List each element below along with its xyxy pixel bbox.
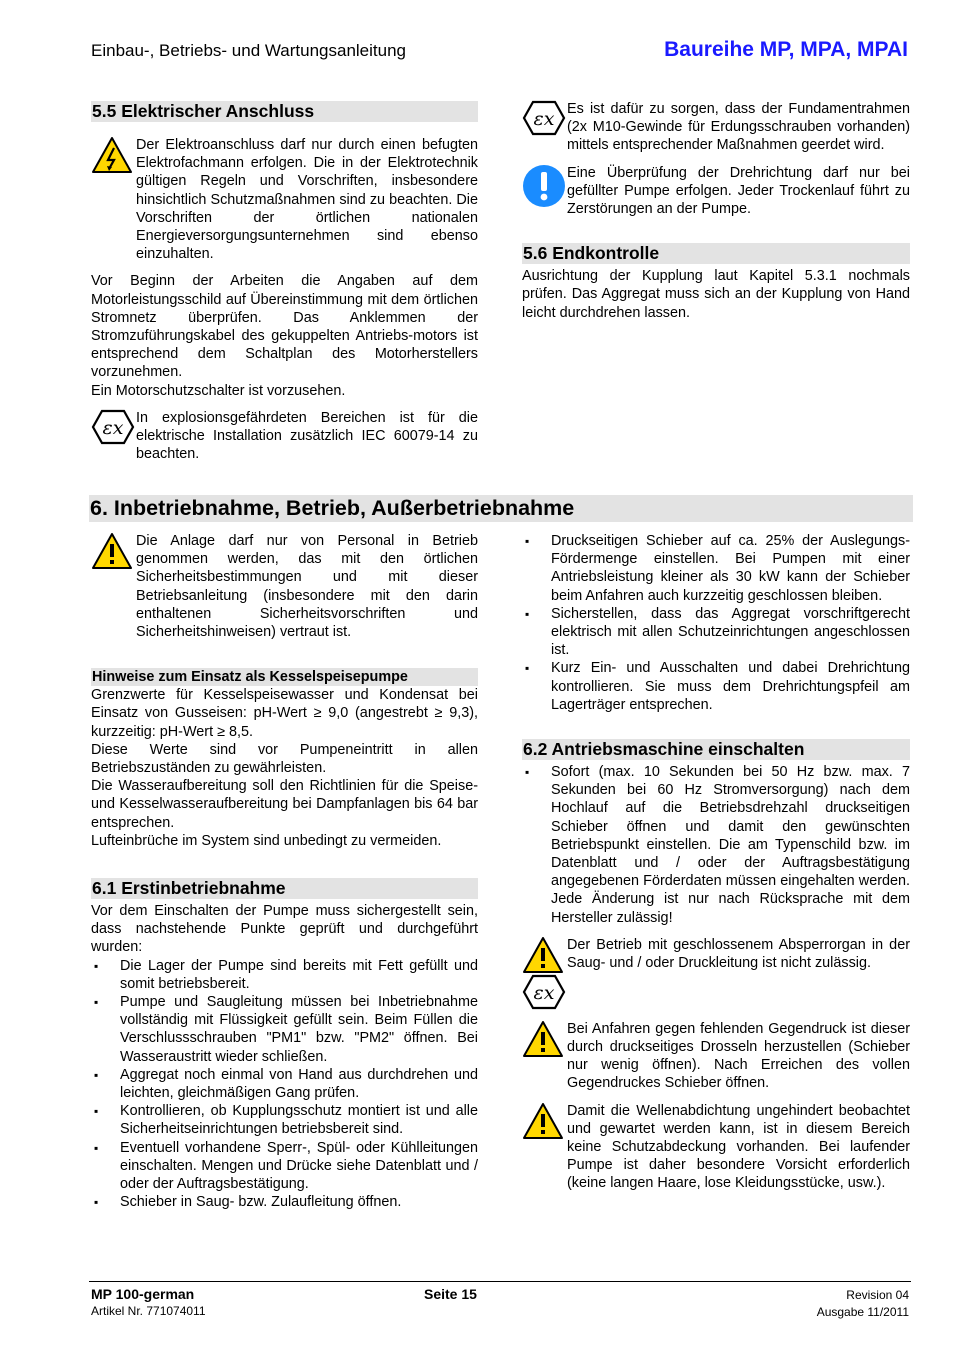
section-6-1 [91, 878, 478, 1211]
paragraph: Lufteinbrüche im System sind unbedingt zu vermeiden. [91, 832, 442, 849]
ex-text: In explosionsgefährdeten Bereichen ist für die elektrische Installation zusätzlich IEC 60079-14 zu beachten. [136, 409, 478, 463]
section-title: 5.5 Elektrischer Anschluss [91, 101, 478, 122]
paragraph: Grenzwerte für Kesselspeisewasser und Kondensat bei Einsatz von Gusseisen: pH-Wert ≥ 9,0 (angestrebt ≥ 9,3), kurzzeitig: pH-Wert ≥ 8,5. [91, 687, 478, 740]
warning-block [91, 532, 478, 641]
paragraph: Ein Motorschutzschalter ist vorzusehen. [91, 382, 346, 399]
info-exclamation-icon [522, 164, 566, 208]
paragraph: Vor Beginn der Arbeiten die Angaben auf dem Motorleistungsschild auf Übereinstimmung mit dem örtlichen Stromnetz überprüfen. Das Anklemmen der Stromzuführungskabel des gekuppelten Antriebs-motors ist entsprechend dem Schaltplan des Motorherstellers vorzunehmen. [91, 273, 478, 381]
svg-text:εx: εx [533, 108, 555, 130]
list-item: ▪ Sofort (max. 10 Sekunden bei 50 Hz bzw. max. 7 Sekunden bei 60 Hz Stromversorgung) nach dem Hochlauf auf die Betriebsdrehzahl druckseitigen Schieber öffnen und damit den gewünschten Betriebspunkt einstellen. Die am Typenschild bzw. im Datenblatt und / oder der Auftragsbestätigung angegebenen Förderdaten müssen eingehalten werden. Jede Änderung ist nur nach Rücksprache mit dem Hersteller zulässig! [522, 763, 910, 927]
warning-text: Bei Anfahren gegen fehlenden Gegendruck ist dieser durch druckseitiges Drosseln herzustellen (Schieber nur wenig öffnen). Nach Erreichen des vollen Gegendruckes Schieber öffnen. [567, 1020, 910, 1092]
paragraph: Vor dem Einschalten der Pumpe muss sichergestellt sein, dass nachstehende Punkte geprüft und durchgeführt wurden: [91, 903, 478, 956]
list-item: ▪ Kurz Ein- und Ausschalten und dabei Drehrichtung kontrollieren. Sie muss dem Drehrichtungspfeil am Lagerträger entsprechen. [522, 659, 910, 714]
list-item: ▪ Eventuell vorhandene Sperr-, Spül- oder Kühlleitungen einschalten. Mengen und Drücke siehe Datenblatt und / oder der Auftragsbestätigung. [91, 1139, 478, 1194]
svg-text:εx: εx [533, 981, 555, 1004]
warning-triangle-icon [522, 936, 564, 974]
section-5-6 [522, 243, 910, 322]
warning-text: Die Anlage darf nur von Personal in Betrieb genommen werden, das mit den örtlichen Sicherheitsbestimmungen und mit dieser Betriebsanleitung (insbesondere mit den darin enthaltenen Sicherheitsvorschriften und Sicherheitshinweisen) vertraut ist. [136, 533, 478, 641]
list-item: ▪ Pumpe und Saugleitung müssen bei Inbetriebnahme vollständig mit Flüssigkeit gefüllt sein. Beim Füllen die Verschlussschrauben "PM1" bzw. "PM2" öffnen. Bei Wasseraustritt wieder schließen. [91, 993, 478, 1066]
warning-triangle-icon [522, 1020, 564, 1058]
warning-block [522, 1020, 910, 1093]
footer-divider [89, 1281, 911, 1282]
checklist [522, 763, 910, 927]
chapter-6-right [522, 532, 910, 1193]
list-item: ▪ Aggregat noch einmal von Hand aus durchdrehen und leichten, gleichmäßigen Gang prüfen. [91, 1066, 478, 1102]
section-title: 6.2 Antriebsmaschine einschalten [522, 739, 910, 760]
warning-text: Der Betrieb mit geschlossenem Absperrorgan in der Saug- und / oder Druckleitung ist nicht zulässig. [567, 936, 910, 972]
chapter-6-left [91, 532, 478, 1212]
warning-triangle-icon [91, 532, 133, 570]
list-item: ▪ Die Lager der Pumpe sind bereits mit Fett gefüllt und somit betriebsbereit. [91, 957, 478, 993]
paragraph: Ausrichtung der Kupplung laut Kapitel 5.3.1 nochmals prüfen. Das Aggregat muss sich an der Kupplung von Hand leicht durchdrehen lassen. [522, 268, 910, 321]
warning-text: Der Elektroanschluss darf nur durch einen befugten Elektrofachmann erfolgen. Die in der Elektrotechnik gültigen Regeln und Vorschriften, insbesondere hinsichtlich Schutzmaßnahmen sind zu beachten. Die Vorschriften der örtlichen nationalen Energieversorgungsunternehmen sind ebenso einzuhalten. [136, 137, 478, 263]
warning-text: Damit die Wellenabdichtung ungehindert beobachtet und gewartet werden kann, ist in diesem Bereich keine Schutzabdeckung vorhanden. Bei laufender Pumpe ist daher besondere Vorsicht erforderlich (keine langen Haare, lose Kleidungsstücke, usw.). [567, 1102, 910, 1192]
ex-block [522, 100, 910, 155]
list-item: ▪ Kontrollieren, ob Kupplungsschutz montiert ist und alle Sicherheitseinrichtungen betriebsbereit sind. [91, 1102, 478, 1138]
header-title: Einbau-, Betriebs- und Wartungsanleitung [91, 41, 406, 60]
warning-block [91, 136, 478, 263]
svg-text:εx: εx [102, 416, 124, 439]
electric-warning-icon [91, 136, 133, 174]
ex-block [91, 409, 478, 464]
chapter-title: 6. Inbetriebnahme, Betrieb, Außerbetriebnahme [89, 495, 913, 522]
list-item: ▪ Druckseitigen Schieber auf ca. 25% der Auslegungs-Fördermenge einstellen. Bei Pumpen mit einer Antriebsleistung kleiner als 30 kW kann der Schieber beim Anfahren auch kurzzeitig geschlossen bleiben. [522, 532, 910, 605]
checklist [91, 957, 478, 1212]
section-6-2 [522, 739, 910, 1193]
info-block [522, 164, 910, 219]
section-title: 5.6 Endkontrolle [522, 243, 910, 264]
section-title: 6.1 Erstinbetriebnahme [91, 878, 478, 899]
ex-explosion-icon [91, 409, 135, 445]
page-number: Seite 15 [424, 1286, 477, 1302]
ex-explosion-icon [522, 100, 566, 136]
footer-article: Artikel Nr. 771074011 [91, 1304, 206, 1318]
kessel-section [91, 668, 478, 850]
info-text: Eine Überprüfung der Drehrichtung darf nur bei gefüllter Pumpe erfolgen. Jeder Trockenlauf führt zu Zerstörungen an der Pumpe. [567, 164, 910, 218]
footer-revision: Revision 04 [846, 1288, 909, 1302]
series-title: Baureihe MP, MPA, MPAI [664, 38, 908, 61]
warning-triangle-icon [522, 1102, 564, 1140]
right-top-notes [522, 100, 910, 322]
list-item: ▪ Schieber in Saug- bzw. Zulaufleitung öffnen. [91, 1193, 478, 1211]
warning-block [522, 1102, 910, 1193]
checklist [522, 532, 910, 714]
paragraph: Diese Werte sind vor Pumpeneintritt in allen Betriebszuständen zu gewährleisten. [91, 741, 478, 777]
paragraph: Die Wasseraufbereitung soll den Richtlinien für die Speise- und Kesselwasseraufbereitung bei Dampfanlagen bis 64 bar entsprechen. [91, 778, 478, 831]
subsection-title: Hinweise zum Einsatz als Kesselspeisepumpe [91, 668, 478, 686]
ex-explosion-icon [522, 974, 566, 1010]
footer-edition: Ausgabe 11/2011 [816, 1305, 909, 1319]
footer-doc: MP 100-german [91, 1286, 195, 1302]
list-item: ▪ Sicherstellen, dass das Aggregat vorschriftgerecht elektrisch mit allen Schutzeinrichtungen angeschlossen ist. [522, 605, 910, 660]
section-5-5 [91, 101, 478, 463]
warning-block [522, 936, 910, 1010]
ex-text: Es ist dafür zu sorgen, dass der Fundamentrahmen (2x M10-Gewinde für Erdungsschrauben vorhanden) mittels entsprechender Maßnahmen geerdet wird. [567, 101, 910, 154]
